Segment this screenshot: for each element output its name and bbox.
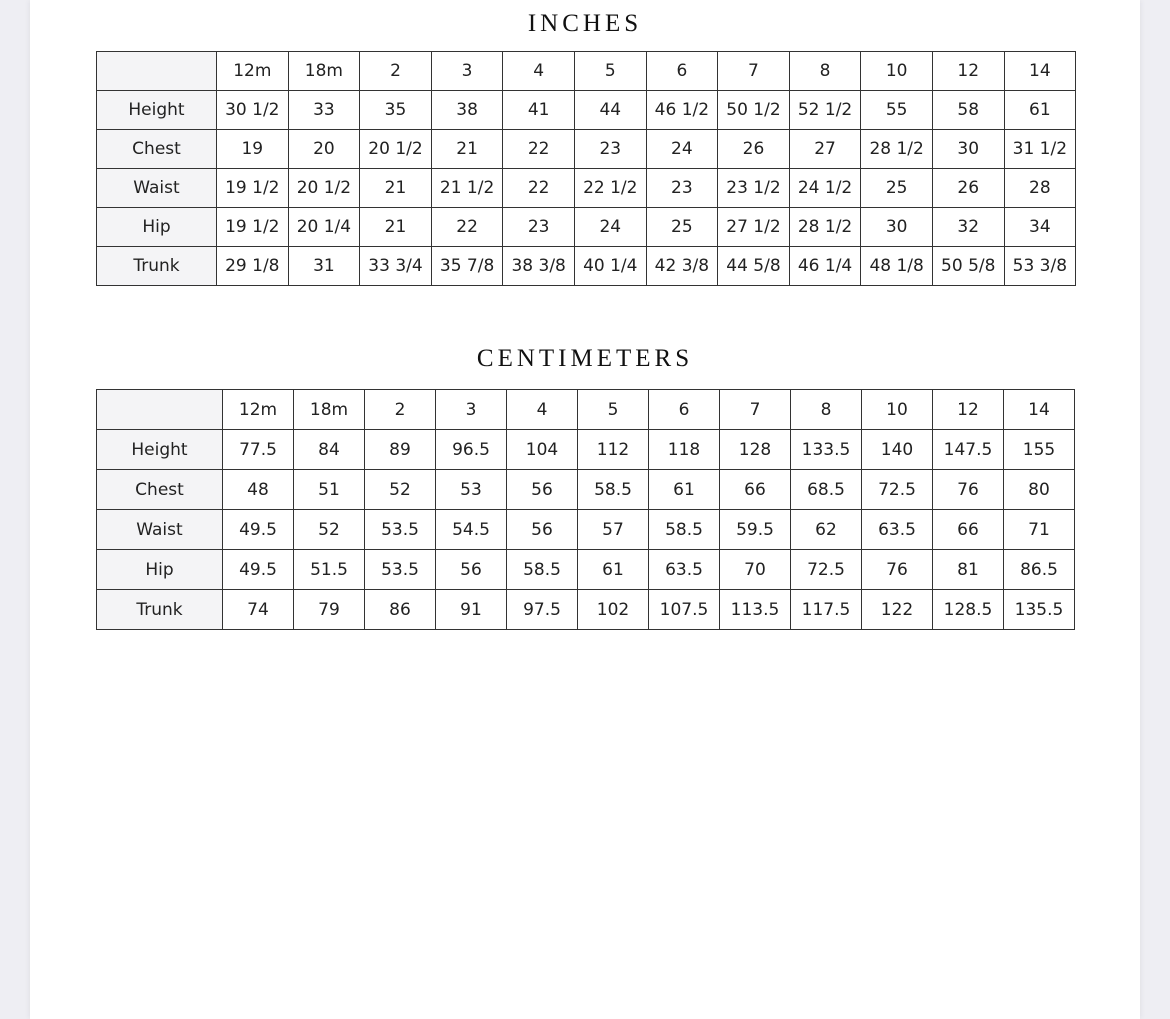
measurement-cell: 44 — [574, 91, 646, 130]
row-label-cell: Hip — [97, 550, 223, 590]
measurement-cell: 24 — [574, 208, 646, 247]
measurement-cell: 63.5 — [862, 510, 933, 550]
measurement-cell: 58.5 — [507, 550, 578, 590]
measurement-cell: 56 — [507, 470, 578, 510]
measurement-cell: 117.5 — [791, 590, 862, 630]
size-header-cell: 3 — [436, 390, 507, 430]
measurement-cell: 46 1/4 — [789, 247, 861, 286]
measurement-cell: 48 — [223, 470, 294, 510]
measurement-cell: 35 7/8 — [431, 247, 503, 286]
measurement-cell: 49.5 — [223, 510, 294, 550]
measurement-cell: 51 — [294, 470, 365, 510]
measurement-cell: 51.5 — [294, 550, 365, 590]
measurement-cell: 24 1/2 — [789, 169, 861, 208]
size-header-cell: 2 — [365, 390, 436, 430]
measurement-cell: 30 — [932, 130, 1004, 169]
measurement-cell: 58.5 — [649, 510, 720, 550]
table-row — [97, 91, 1076, 130]
measurement-cell: 48 1/8 — [861, 247, 933, 286]
measurement-cell: 21 — [360, 208, 432, 247]
row-label-cell: Chest — [97, 130, 217, 169]
measurement-cell: 50 5/8 — [932, 247, 1004, 286]
size-header-cell: 18m — [288, 52, 360, 91]
measurement-cell: 54.5 — [436, 510, 507, 550]
measurement-cell: 77.5 — [223, 430, 294, 470]
measurement-cell: 113.5 — [720, 590, 791, 630]
measurement-cell: 52 — [294, 510, 365, 550]
measurement-cell: 40 1/4 — [574, 247, 646, 286]
measurement-cell: 32 — [932, 208, 1004, 247]
measurement-cell: 53.5 — [365, 550, 436, 590]
measurement-cell: 57 — [578, 510, 649, 550]
measurement-cell: 107.5 — [649, 590, 720, 630]
measurement-cell: 140 — [862, 430, 933, 470]
measurement-cell: 41 — [503, 91, 575, 130]
measurement-cell: 23 — [574, 130, 646, 169]
measurement-cell: 25 — [861, 169, 933, 208]
measurement-cell: 70 — [720, 550, 791, 590]
measurement-cell: 38 3/8 — [503, 247, 575, 286]
measurement-cell: 28 1/2 — [789, 208, 861, 247]
measurement-cell: 26 — [932, 169, 1004, 208]
measurement-cell: 80 — [1004, 470, 1075, 510]
measurement-cell: 76 — [862, 550, 933, 590]
measurement-cell: 118 — [649, 430, 720, 470]
centimeters-size-table — [96, 389, 1075, 630]
header-row — [97, 390, 1075, 430]
measurement-cell: 19 1/2 — [217, 208, 289, 247]
measurement-cell: 53 — [436, 470, 507, 510]
row-label-cell: Trunk — [97, 247, 217, 286]
measurement-cell: 35 — [360, 91, 432, 130]
size-header-cell: 10 — [862, 390, 933, 430]
table-row — [97, 208, 1076, 247]
measurement-cell: 52 1/2 — [789, 91, 861, 130]
size-header-cell: 18m — [294, 390, 365, 430]
measurement-cell: 61 — [649, 470, 720, 510]
row-label-cell: Waist — [97, 510, 223, 550]
size-header-cell: 10 — [861, 52, 933, 91]
measurement-cell: 79 — [294, 590, 365, 630]
measurement-cell: 27 1/2 — [718, 208, 790, 247]
measurement-cell: 86 — [365, 590, 436, 630]
measurement-cell: 91 — [436, 590, 507, 630]
measurement-cell: 38 — [431, 91, 503, 130]
size-header-cell: 7 — [720, 390, 791, 430]
table-row — [97, 510, 1075, 550]
measurement-cell: 104 — [507, 430, 578, 470]
measurement-cell: 22 — [503, 130, 575, 169]
measurement-cell: 133.5 — [791, 430, 862, 470]
size-header-cell: 3 — [431, 52, 503, 91]
measurement-cell: 72.5 — [791, 550, 862, 590]
measurement-cell: 31 1/2 — [1004, 130, 1076, 169]
table-row — [97, 169, 1076, 208]
measurement-cell: 147.5 — [933, 430, 1004, 470]
measurement-cell: 135.5 — [1004, 590, 1075, 630]
measurement-cell: 26 — [718, 130, 790, 169]
corner-cell — [97, 390, 223, 430]
size-header-cell: 6 — [649, 390, 720, 430]
measurement-cell: 31 — [288, 247, 360, 286]
table-row — [97, 590, 1075, 630]
table-row — [97, 430, 1075, 470]
inches-size-table — [96, 51, 1076, 286]
measurement-cell: 71 — [1004, 510, 1075, 550]
size-header-cell: 12m — [217, 52, 289, 91]
measurement-cell: 97.5 — [507, 590, 578, 630]
measurement-cell: 56 — [436, 550, 507, 590]
measurement-cell: 19 1/2 — [217, 169, 289, 208]
measurement-cell: 53 3/8 — [1004, 247, 1076, 286]
row-label-cell: Height — [97, 91, 217, 130]
measurement-cell: 72.5 — [862, 470, 933, 510]
measurement-cell: 58.5 — [578, 470, 649, 510]
measurement-cell: 33 3/4 — [360, 247, 432, 286]
size-header-cell: 8 — [791, 390, 862, 430]
size-header-cell: 14 — [1004, 52, 1076, 91]
measurement-cell: 66 — [720, 470, 791, 510]
measurement-cell: 24 — [646, 130, 718, 169]
measurement-cell: 20 — [288, 130, 360, 169]
measurement-cell: 56 — [507, 510, 578, 550]
measurement-cell: 28 — [1004, 169, 1076, 208]
measurement-cell: 34 — [1004, 208, 1076, 247]
measurement-cell: 21 — [360, 169, 432, 208]
measurement-cell: 25 — [646, 208, 718, 247]
measurement-cell: 28 1/2 — [861, 130, 933, 169]
measurement-cell: 20 1/4 — [288, 208, 360, 247]
measurement-cell: 22 1/2 — [574, 169, 646, 208]
size-header-cell: 2 — [360, 52, 432, 91]
measurement-cell: 55 — [861, 91, 933, 130]
measurement-cell: 61 — [578, 550, 649, 590]
measurement-cell: 21 — [431, 130, 503, 169]
measurement-cell: 59.5 — [720, 510, 791, 550]
size-header-cell: 12m — [223, 390, 294, 430]
measurement-cell: 122 — [862, 590, 933, 630]
size-header-cell: 12 — [932, 52, 1004, 91]
table-row — [97, 550, 1075, 590]
size-header-cell: 7 — [718, 52, 790, 91]
measurement-cell: 19 — [217, 130, 289, 169]
measurement-cell: 128.5 — [933, 590, 1004, 630]
measurement-cell: 66 — [933, 510, 1004, 550]
measurement-cell: 112 — [578, 430, 649, 470]
measurement-cell: 50 1/2 — [718, 91, 790, 130]
row-label-cell: Chest — [97, 470, 223, 510]
size-header-cell: 5 — [574, 52, 646, 91]
measurement-cell: 86.5 — [1004, 550, 1075, 590]
measurement-cell: 44 5/8 — [718, 247, 790, 286]
measurement-cell: 61 — [1004, 91, 1076, 130]
measurement-cell: 58 — [932, 91, 1004, 130]
table-row — [97, 470, 1075, 510]
header-row — [97, 52, 1076, 91]
measurement-cell: 84 — [294, 430, 365, 470]
measurement-cell: 96.5 — [436, 430, 507, 470]
row-label-cell: Waist — [97, 169, 217, 208]
size-header-cell: 6 — [646, 52, 718, 91]
measurement-cell: 155 — [1004, 430, 1075, 470]
measurement-cell: 27 — [789, 130, 861, 169]
measurement-cell: 102 — [578, 590, 649, 630]
measurement-cell: 76 — [933, 470, 1004, 510]
measurement-cell: 23 1/2 — [718, 169, 790, 208]
measurement-cell: 52 — [365, 470, 436, 510]
measurement-cell: 23 — [646, 169, 718, 208]
measurement-cell: 20 1/2 — [288, 169, 360, 208]
measurement-cell: 62 — [791, 510, 862, 550]
measurement-cell: 74 — [223, 590, 294, 630]
size-header-cell: 4 — [503, 52, 575, 91]
measurement-cell: 42 3/8 — [646, 247, 718, 286]
inches-title: INCHES — [527, 10, 643, 37]
measurement-cell: 33 — [288, 91, 360, 130]
measurement-cell: 22 — [503, 169, 575, 208]
size-header-cell: 8 — [789, 52, 861, 91]
measurement-cell: 128 — [720, 430, 791, 470]
measurement-cell: 30 — [861, 208, 933, 247]
table-row — [97, 130, 1076, 169]
size-header-cell: 4 — [507, 390, 578, 430]
measurement-cell: 63.5 — [649, 550, 720, 590]
measurement-cell: 20 1/2 — [360, 130, 432, 169]
size-header-cell: 12 — [933, 390, 1004, 430]
row-label-cell: Height — [97, 430, 223, 470]
measurement-cell: 21 1/2 — [431, 169, 503, 208]
size-header-cell: 5 — [578, 390, 649, 430]
measurement-cell: 53.5 — [365, 510, 436, 550]
row-label-cell: Trunk — [97, 590, 223, 630]
row-label-cell: Hip — [97, 208, 217, 247]
measurement-cell: 68.5 — [791, 470, 862, 510]
measurement-cell: 81 — [933, 550, 1004, 590]
corner-cell — [97, 52, 217, 91]
centimeters-title: CENTIMETERS — [476, 345, 694, 372]
measurement-cell: 49.5 — [223, 550, 294, 590]
table-row — [97, 247, 1076, 286]
measurement-cell: 30 1/2 — [217, 91, 289, 130]
measurement-cell: 22 — [431, 208, 503, 247]
measurement-cell: 29 1/8 — [217, 247, 289, 286]
measurement-cell: 46 1/2 — [646, 91, 718, 130]
measurement-cell: 23 — [503, 208, 575, 247]
measurement-cell: 89 — [365, 430, 436, 470]
size-header-cell: 14 — [1004, 390, 1075, 430]
